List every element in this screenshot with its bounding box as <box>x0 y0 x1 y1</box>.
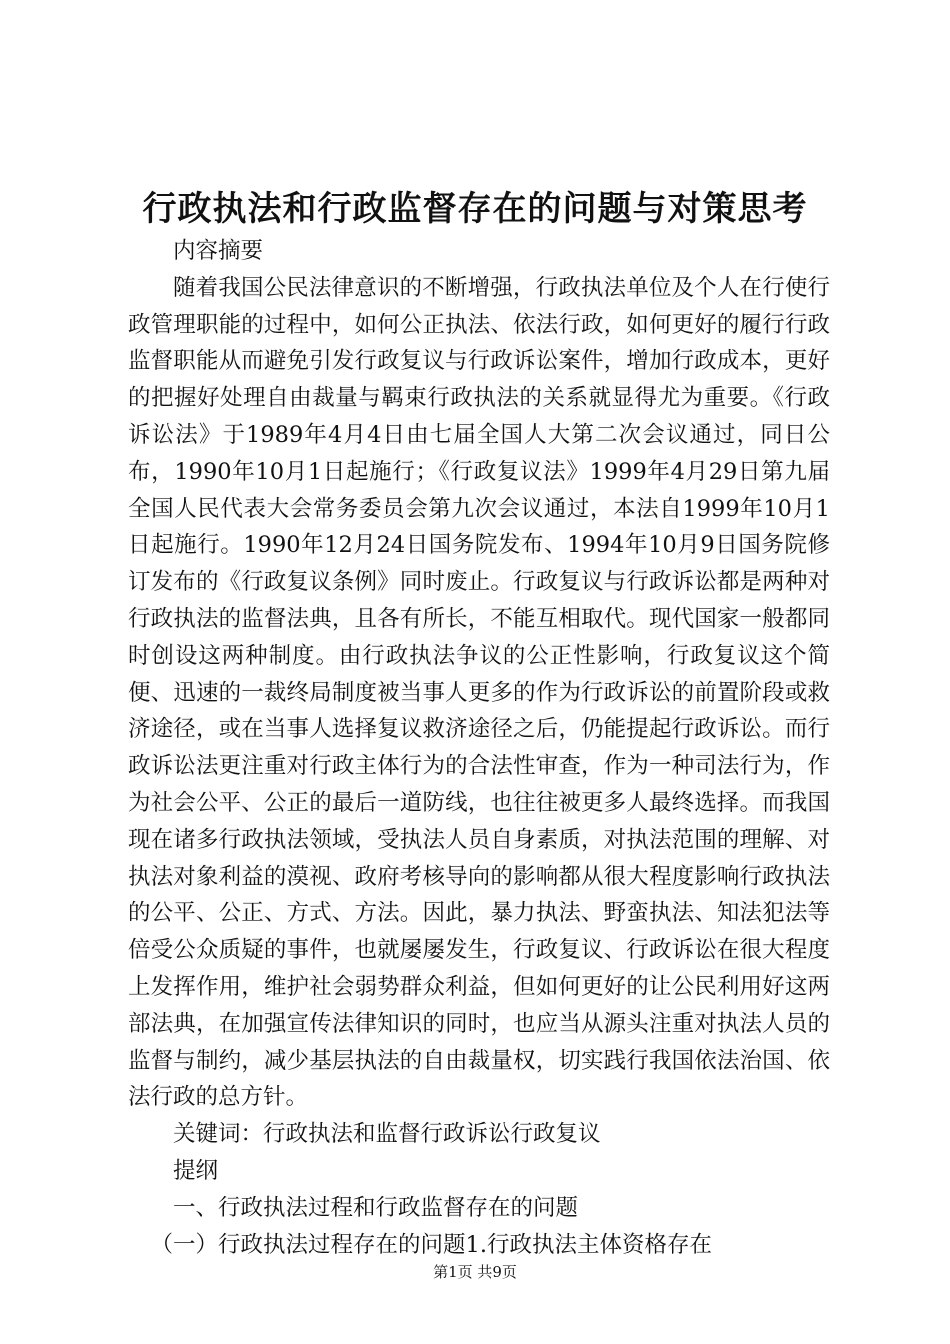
subsection-line-1: （一）行政执法过程存在的问题1.行政执法主体资格存在 <box>150 1231 712 1258</box>
section-heading-1: 一、行政执法过程和行政监督存在的问题 <box>173 1194 579 1221</box>
document-title: 行政执法和行政监督存在的问题与对策思考 <box>142 189 808 229</box>
page-number-footer: 第1页 共9页 <box>433 1263 517 1281</box>
abstract-paragraph: 随着我国公民法律意识的不断增强，行政执法单位及个人在行使行政管理职能的过程中，如何公正执法、依法行政，如何更好的履行行政监督职能从而避免引发行政复议与行政诉讼案件，增加行政成本，更好的把握好处理自由裁量与羁束行政执法的关系就显得尤为重要。《行政诉讼法》于1989年4月4日由七届全国人大第二次会议通过，同日公布，1990年10月1日起施行；《行政复议法》1999年4月29日第九届全国人民代表大会常务委员会第九次会议通过，本法自1999年10月1日起施行。1990年12月24日国务院发布、1994年10月9日国务院修订发布的《行政复议条例》同时废止。行政复议与行政诉讼都是两种对行政执法的监督法典，且各有所长，不能互相取代。现代国家一般都同时创设这两种制度。由行政执法争议的公正性影响，行政复议这个简便、迅速的一裁终局制度被当事人更多的作为行政诉讼的前置阶段或救济途径，或在当事人选择复议救济途径之后，仍能提起行政诉讼。而行政诉讼法更注重对行政主体行为的合法性审查，作为一种司法行为，作为社会公平、公正的最后一道防线，也往往被更多人最终选择。而我国现在诸多行政执法领域，受执法人员自身素质，对执法范围的理解、对执法对象利益的漠视、政府考核导向的影响都从很大程度影响行政执法的公平、公正、方式、方法。因此，暴力执法、野蛮执法、知法犯法等倍受公众质疑的事件，也就屡屡发生，行政复议、行政诉讼在很大程度上发挥作用，维护社会弱势群众利益，但如何更好的让公民利用好这两部法典，在加强宣传法律知识的同时，也应当从源头注重对执法人员的监督与制约，减少基层执法的自由裁量权，切实践行我国依法治国、依法行政的总方针。 <box>128 274 830 1111</box>
abstract-heading: 内容摘要 <box>173 238 264 264</box>
keywords-line: 关键词：行政执法和监督行政诉讼行政复议 <box>173 1121 601 1148</box>
document-content <box>128 233 830 1263</box>
outline-heading: 提纲 <box>173 1157 219 1184</box>
